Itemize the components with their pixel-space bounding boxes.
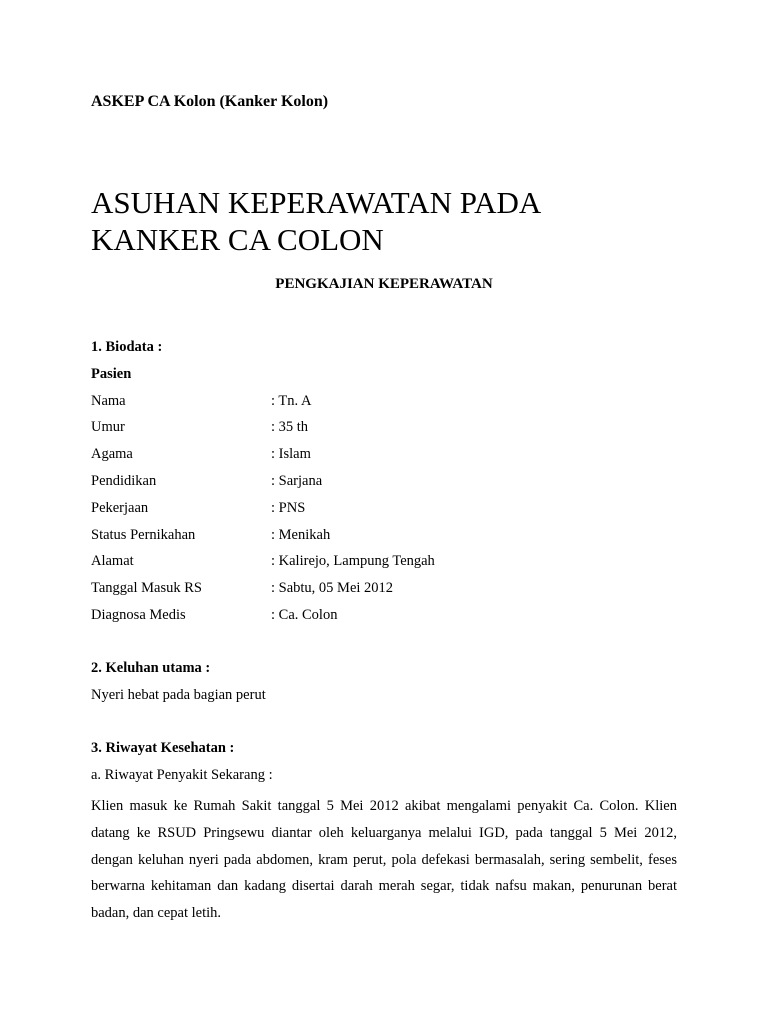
biodata-label: Nama bbox=[91, 393, 126, 409]
biodata-heading: 1. Biodata : bbox=[91, 339, 163, 355]
keluhan-text: Nyeri hebat pada bagian perut bbox=[91, 687, 266, 703]
main-heading-line-2: KANKER CA COLON bbox=[91, 222, 384, 257]
section-title: PENGKAJIAN KEPERAWATAN bbox=[275, 276, 493, 292]
biodata-value: : PNS bbox=[271, 500, 306, 516]
biodata-value: : Tn. A bbox=[271, 393, 312, 409]
biodata-value: : Kalirejo, Lampung Tengah bbox=[271, 553, 435, 569]
biodata-label: Diagnosa Medis bbox=[91, 607, 186, 623]
biodata-label: Tanggal Masuk RS bbox=[91, 580, 202, 596]
biodata-value: : Ca. Colon bbox=[271, 607, 338, 623]
keluhan-heading: 2. Keluhan utama : bbox=[91, 660, 211, 676]
biodata-value: : Menikah bbox=[271, 527, 331, 543]
biodata-value: : Sabtu, 05 Mei 2012 bbox=[271, 580, 394, 596]
biodata-value: : 35 th bbox=[271, 419, 309, 435]
biodata-label: Pendidikan bbox=[91, 473, 157, 489]
document-title: ASKEP CA Kolon (Kanker Kolon) bbox=[91, 93, 329, 110]
biodata-label: Alamat bbox=[91, 553, 134, 569]
biodata-label: Agama bbox=[91, 446, 133, 462]
main-heading-line-1: ASUHAN KEPERAWATAN PADA bbox=[91, 185, 542, 220]
main-heading bbox=[91, 184, 591, 258]
biodata-label: Pekerjaan bbox=[91, 500, 149, 516]
biodata-value: : Islam bbox=[271, 446, 311, 462]
biodata-subheading: Pasien bbox=[91, 366, 132, 382]
biodata-value: : Sarjana bbox=[271, 473, 323, 489]
riwayat-subheading: a. Riwayat Penyakit Sekarang : bbox=[91, 767, 273, 783]
biodata-label: Umur bbox=[91, 419, 125, 435]
riwayat-heading: 3. Riwayat Kesehatan : bbox=[91, 740, 235, 756]
riwayat-paragraph: Klien masuk ke Rumah Sakit tanggal 5 Mei 2012 akibat mengalami penyakit Ca. Colon. Klien datang ke RSUD Pringsewu diantar oleh keluarganya melalui IGD, pada tanggal 5 Mei 2012, dengan keluhan nyeri pada abdomen, kram perut, pola defekasi bermasalah, sering sembelit, feses berwarna kehitaman dan kadang disertai darah merah segar, tidak nafsu makan, penurunan berat badan, dan cepat letih. bbox=[91, 798, 677, 922]
biodata-label: Status Pernikahan bbox=[91, 527, 196, 543]
